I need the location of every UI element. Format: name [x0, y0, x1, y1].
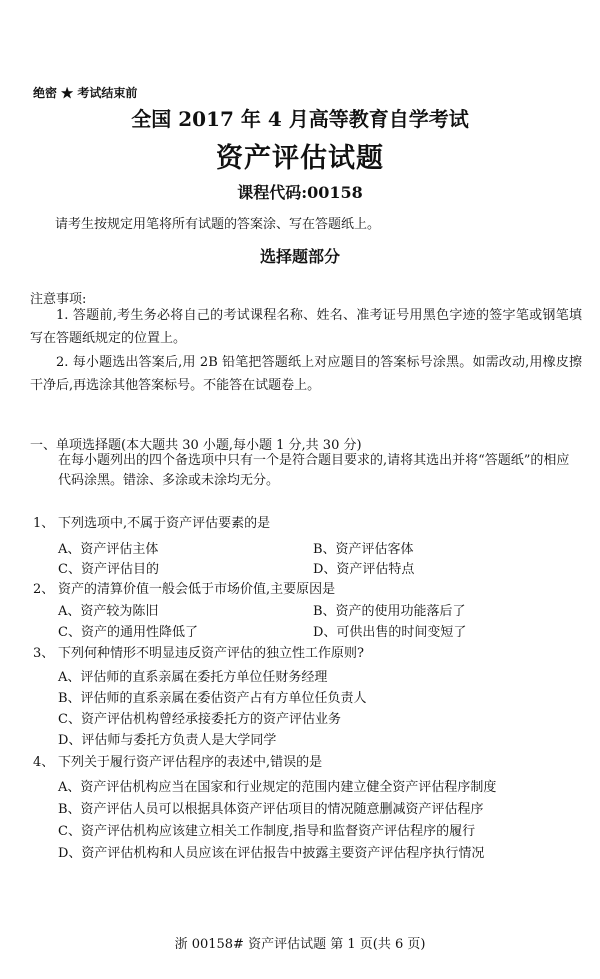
question-stem: 资产的清算价值一般会低于市场价值,主要原因是 [58, 582, 336, 597]
option-c: C、资产评估机构曾经承接委托方的资产评估业务 [58, 712, 341, 727]
option-b: B、评估师的直系亲属在委估资产占有方单位任负责人 [58, 691, 367, 706]
section-title: 选择题部分 [259, 247, 340, 266]
notes-heading: 注意事项: [30, 292, 87, 307]
question-number: 3、 [33, 646, 55, 661]
option-a: A、资产评估机构应当在国家和行业规定的范围内建立健全资产评估程序制度 [58, 780, 497, 795]
question-stem: 下列关于履行资产评估程序的表述中,错误的是 [58, 755, 323, 770]
subject-title: 资产评估试题 [216, 143, 384, 174]
course-code: 课程代码:00158 [237, 183, 363, 202]
option-d: D、评估师与委托方负责人是大学同学 [58, 733, 277, 748]
option-b: B、资产的使用功能落后了 [313, 604, 466, 619]
option-d: D、可供出售的时间变短了 [313, 625, 467, 640]
part-description: 在每小题列出的四个备选项中只有一个是符合题目要求的,请将其选出并将“答题纸”的相应代码涂黑。错涂、多涂或未涂均无分。 [58, 453, 570, 488]
page-footer: 浙 00158# 资产评估试题 第 1 页(共 6 页) [174, 937, 426, 952]
note-item-1: 1. 答题前,考生务必将自己的考试课程名称、姓名、准考证号用黑色字迹的签字笔或钢笔填写在答题纸规定的位置上。 [30, 308, 582, 346]
question-stem: 下列何种情形不明显违反资产评估的独立性工作原则? [58, 646, 364, 661]
option-c: C、资产的通用性降低了 [58, 625, 198, 640]
part-heading: 一、单项选择题(本大题共 30 小题,每小题 1 分,共 30 分) [30, 438, 362, 453]
option-c: C、资产评估目的 [58, 562, 159, 577]
note-item-2: 2. 每小题选出答案后,用 2B 铅笔把答题纸上对应题目的答案标号涂黑。如需改动,用橡皮擦干净后,再选涂其他答案标号。不能答在试题卷上。 [30, 355, 582, 393]
question-number: 2、 [33, 582, 55, 597]
question-number: 1、 [33, 516, 55, 531]
option-d: D、资产评估机构和人员应该在评估报告中披露主要资产评估程序执行情况 [58, 846, 485, 861]
option-b: B、资产评估人员可以根据具体资产评估项目的情况随意删减资产评估程序 [58, 802, 484, 817]
question-number: 4、 [33, 755, 55, 770]
option-d: D、资产评估特点 [313, 562, 415, 577]
question-stem: 下列选项中,不属于资产评估要素的是 [58, 516, 271, 531]
answer-instruction: 请考生按规定用笔将所有试题的答案涂、写在答题纸上。 [55, 217, 381, 232]
option-c: C、资产评估机构应该建立相关工作制度,指导和监督资产评估程序的履行 [58, 824, 476, 839]
option-a: A、资产评估主体 [58, 542, 159, 557]
option-a: A、评估师的直系亲属在委托方单位任财务经理 [58, 670, 328, 685]
option-a: A、资产较为陈旧 [58, 604, 159, 619]
secret-mark: 绝密 ★ 考试结束前 [33, 86, 138, 100]
exam-title: 全国 2017 年 4 月高等教育自学考试 [131, 107, 469, 131]
option-b: B、资产评估客体 [313, 542, 414, 557]
